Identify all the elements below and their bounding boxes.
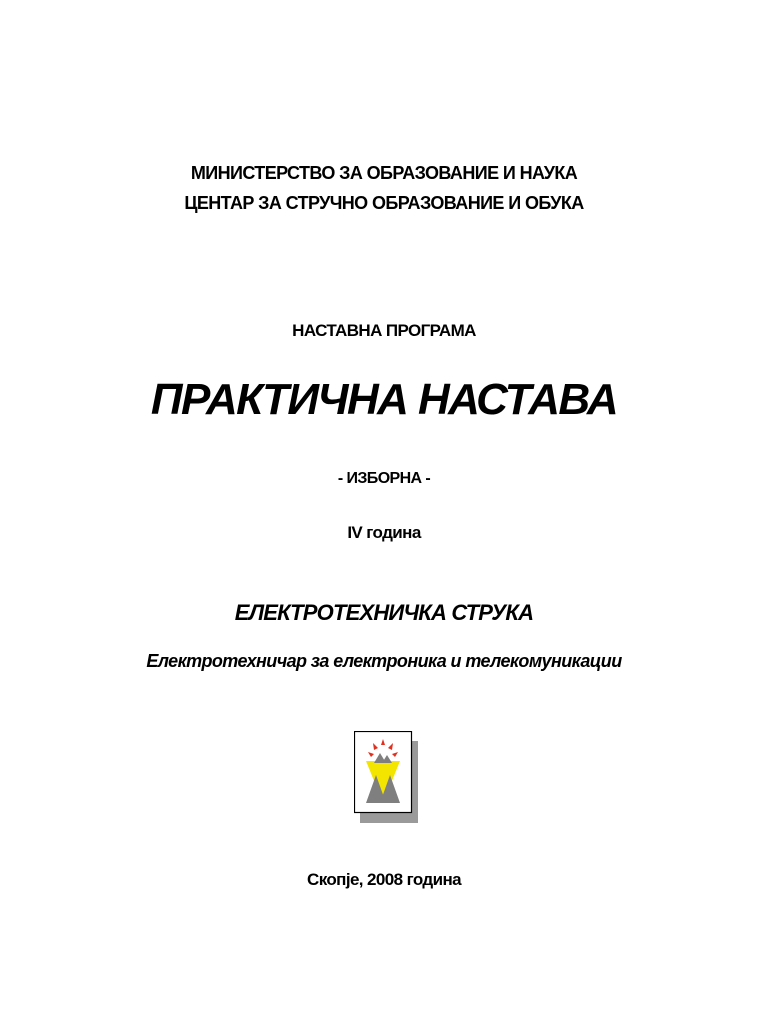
profile-subtitle: Електротехничар за електроника и телекомуникации [146,651,622,671]
year-label: IV година [347,523,421,542]
program-label: НАСТАВНА ПРОГРАМА [292,321,476,340]
field-title: ЕЛЕКТРОТЕХНИЧКА СТРУКА [234,600,534,625]
page-title: ПРАКТИЧНА НАСТАВА [150,375,618,424]
elective-label: - ИЗБОРНА - [337,470,431,487]
ministry-title: МИНИСТЕРСТВО ЗА ОБРАЗОВАНИЕ И НАУКА [190,163,578,183]
place-date: Скопје, 2008 година [307,870,461,889]
school-emblem-icon [354,731,418,823]
center-title: ЦЕНТАР ЗА СТРУЧНО ОБРАЗОВАНИЕ И ОБУКА [184,193,584,213]
